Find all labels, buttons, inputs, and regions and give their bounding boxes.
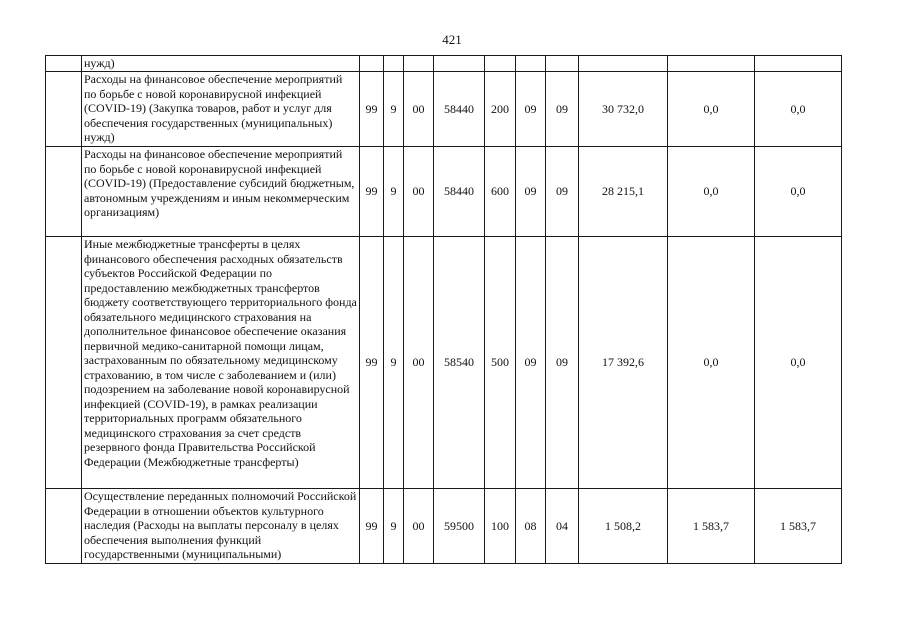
code-4: 58540	[444, 355, 474, 370]
subsection: 09	[556, 355, 568, 370]
description-cell	[82, 56, 360, 72]
code-cell-3	[404, 489, 434, 564]
section-cell	[516, 237, 546, 489]
section: 08	[524, 518, 537, 533]
code-4: 58440	[444, 101, 474, 116]
amount-year-3: 1 583,7	[780, 518, 816, 533]
amount-year-1: 30 732,0	[602, 101, 644, 116]
code-cell-2	[384, 489, 404, 564]
section-cell	[516, 489, 546, 564]
code-1: 99	[365, 518, 378, 533]
code-cell-4	[434, 237, 485, 489]
amount-year-1-cell	[579, 56, 668, 72]
expense-type-cell	[485, 147, 516, 237]
code-2: 9	[390, 101, 397, 116]
subsection: 09	[556, 184, 568, 199]
description-cell	[82, 489, 360, 564]
code-cell-2	[384, 147, 404, 237]
table-row	[46, 237, 842, 489]
code-cell-4	[434, 56, 485, 72]
amount-year-2-cell	[668, 72, 755, 147]
code-cell-1	[360, 147, 384, 237]
description-cell	[82, 237, 360, 489]
amount-year-2-cell	[668, 237, 755, 489]
amount-year-1: 28 215,1	[602, 184, 644, 199]
code-3: 00	[412, 101, 425, 116]
code-3: 00	[412, 184, 425, 199]
expense-type: 100	[491, 518, 509, 533]
expense-type: 200	[491, 101, 509, 116]
amount-year-3-cell	[755, 147, 842, 237]
section-cell	[516, 72, 546, 147]
section-cell	[516, 147, 546, 237]
code-cell-3	[404, 237, 434, 489]
subsection-cell	[546, 489, 579, 564]
description-cell	[82, 72, 360, 147]
code-cell-1	[360, 237, 384, 489]
section: 09	[524, 101, 537, 116]
subsection-cell	[546, 147, 579, 237]
code-1: 99	[365, 355, 378, 370]
amount-year-1-cell	[579, 147, 668, 237]
amount-year-3: 0,0	[790, 101, 806, 116]
code-cell-4	[434, 147, 485, 237]
description-text: Иные межбюджетные трансферты в целях финансового обеспечения расходных обязательств субъектов Российской Федерации по предоставлению межбюджетных трансфертов бюджету соответствующего территориального фонда обязательного медицинского страхования на дополнительное финансовое обеспечение оказания первичной медико-санитарной помощи лицам, застрахованным по обязательному медицинскому страхованию, в том числе с заболеванием и (или) подозрением на заболевание новой коронавирусной инфекцией (COVID-19), в рамках реализации территориальных программ обязательного медицинского страхования за счет средств резервного фонда Правительства Российской Федерации (Межбюджетные трансферты)	[84, 237, 357, 469]
subsection: 04	[556, 518, 568, 533]
row-index-cell	[46, 72, 82, 147]
page-number: 421	[442, 32, 462, 47]
code-1: 99	[365, 101, 378, 116]
description-cell	[82, 147, 360, 237]
amount-year-1-cell	[579, 237, 668, 489]
subsection-cell	[546, 56, 579, 72]
code-cell-3	[404, 56, 434, 72]
expense-type: 500	[491, 355, 509, 370]
code-cell-1	[360, 72, 384, 147]
description-text: нужд)	[84, 56, 115, 70]
code-cell-2	[384, 56, 404, 72]
amount-year-2-cell	[668, 489, 755, 564]
code-cell-3	[404, 72, 434, 147]
code-2: 9	[390, 518, 397, 533]
code-2: 9	[390, 355, 397, 370]
section: 09	[524, 355, 537, 370]
budget-table	[45, 55, 842, 564]
amount-year-2-cell	[668, 147, 755, 237]
amount-year-2: 0,0	[703, 101, 719, 116]
amount-year-1: 1 508,2	[605, 518, 641, 533]
amount-year-1-cell	[579, 72, 668, 147]
amount-year-2: 0,0	[703, 355, 719, 370]
code-1: 99	[365, 184, 378, 199]
subsection-cell	[546, 237, 579, 489]
code-cell-3	[404, 147, 434, 237]
table-row	[46, 72, 842, 147]
code-3: 00	[412, 518, 425, 533]
subsection: 09	[556, 101, 568, 116]
expense-type-cell	[485, 56, 516, 72]
section: 09	[524, 184, 537, 199]
code-cell-2	[384, 72, 404, 147]
expense-type-cell	[485, 72, 516, 147]
amount-year-2: 1 583,7	[693, 518, 729, 533]
expense-type: 600	[491, 184, 509, 199]
expense-type-cell	[485, 237, 516, 489]
code-4: 58440	[444, 184, 474, 199]
amount-year-3: 0,0	[790, 355, 806, 370]
amount-year-3-cell	[755, 56, 842, 72]
amount-year-3: 0,0	[790, 184, 806, 199]
table-row	[46, 489, 842, 564]
section-cell	[516, 56, 546, 72]
amount-year-1-cell	[579, 489, 668, 564]
subsection-cell	[546, 72, 579, 147]
amount-year-1: 17 392,6	[602, 355, 644, 370]
table-row	[46, 56, 842, 72]
expense-type-cell	[485, 489, 516, 564]
description-text: Расходы на финансовое обеспечение мероприятий по борьбе с новой коронавирусной инфекцией (COVID-19) (Закупка товаров, работ и услуг для обеспечения государственных (муниципальных) нужд)	[84, 72, 343, 144]
description-text: Осуществление переданных полномочий Российской Федерации в отношении объектов культурного наследия (Расходы на выплаты персоналу в целях обеспечения выполнения функций государственными (муниципальными)	[84, 489, 357, 561]
row-index-cell	[46, 147, 82, 237]
amount-year-2: 0,0	[703, 184, 719, 199]
description-text: Расходы на финансовое обеспечение мероприятий по борьбе с новой коронавирусной инфекцией (COVID-19) (Предоставление субсидий бюджетным, автономным учреждениям и иным некоммерческим организациям)	[84, 147, 355, 219]
amount-year-3-cell	[755, 489, 842, 564]
code-cell-4	[434, 489, 485, 564]
amount-year-3-cell	[755, 72, 842, 147]
code-2: 9	[390, 184, 397, 199]
amount-year-2-cell	[668, 56, 755, 72]
code-cell-1	[360, 489, 384, 564]
amount-year-3-cell	[755, 237, 842, 489]
row-index-cell	[46, 56, 82, 72]
table-row	[46, 147, 842, 237]
code-cell-1	[360, 56, 384, 72]
code-cell-4	[434, 72, 485, 147]
code-cell-2	[384, 237, 404, 489]
code-4: 59500	[444, 518, 474, 533]
row-index-cell	[46, 237, 82, 489]
code-3: 00	[412, 355, 425, 370]
row-index-cell	[46, 489, 82, 564]
